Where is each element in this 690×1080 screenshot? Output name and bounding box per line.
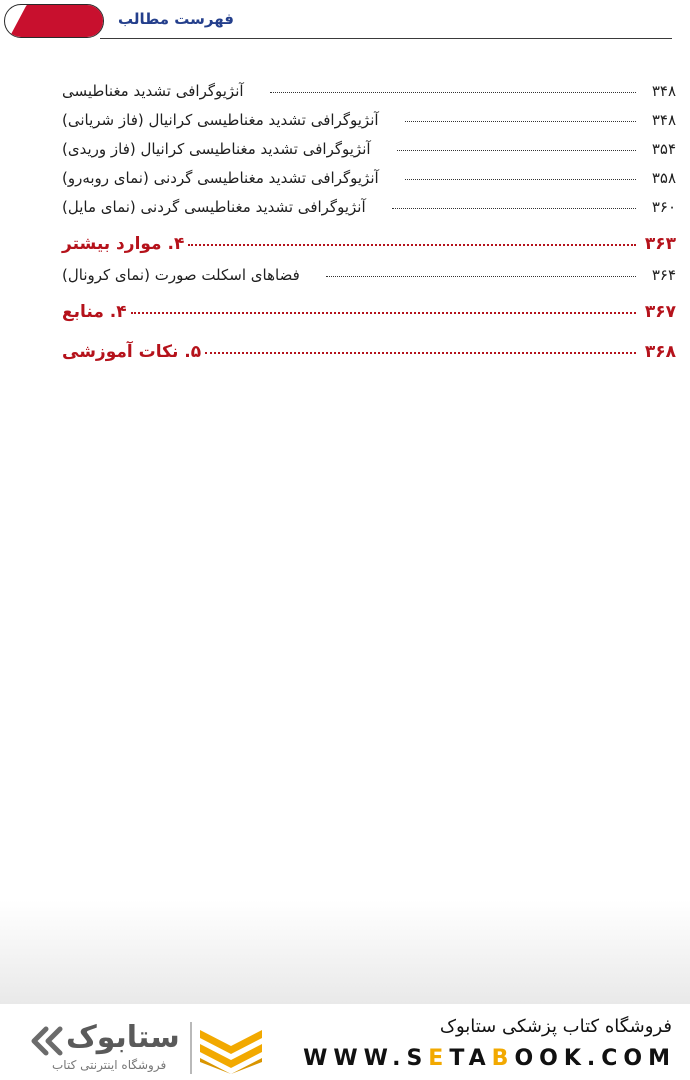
footer-banner <box>0 1004 690 1080</box>
toc-entry-label: آنژیوگرافی تشدید مغناطیسی <box>62 82 244 100</box>
logo-brand-text: ستابوک <box>66 1020 180 1055</box>
book-stack-icon <box>196 1024 266 1074</box>
toc-leader-dots <box>270 92 636 93</box>
toc-entry-label: آنژیوگرافی تشدید مغناطیسی کرانیال (فاز وریدی) <box>62 140 371 158</box>
toc-page-number: ۳۵۸ <box>651 169 676 187</box>
url-part: OOK.COM <box>514 1046 676 1071</box>
url-part: TA <box>449 1046 492 1071</box>
url-accent: B <box>491 1046 515 1071</box>
toc-leader-dots <box>405 179 636 180</box>
logo-divider <box>190 1022 192 1074</box>
toc-entry-label: فضاهای اسکلت صورت (نمای کرونال) <box>62 266 300 284</box>
toc-entry[interactable] <box>62 169 676 187</box>
toc-page-number: ۳۶۰ <box>651 198 676 216</box>
toc-entry[interactable] <box>62 266 676 284</box>
url-part: WWW.S <box>303 1046 429 1071</box>
footer-shadow <box>0 900 690 1004</box>
logo-tagline: فروشگاه اینترنتی کتاب <box>52 1058 167 1072</box>
toc-leader-dots <box>392 208 636 209</box>
toc-leader-dots <box>397 150 636 151</box>
toc-chapter[interactable] <box>62 342 676 362</box>
website-url[interactable] <box>303 1046 676 1071</box>
store-logo[interactable] <box>30 1020 270 1076</box>
toc-chapter-label: ۴. موارد بیشتر <box>62 234 185 254</box>
toc-leader-dots <box>205 352 636 354</box>
toc-page-number: ۳۴۸ <box>651 82 676 100</box>
page-header <box>0 0 690 42</box>
toc-leader-dots <box>188 244 636 246</box>
header-rule <box>100 38 672 39</box>
toc-entry[interactable] <box>62 82 676 100</box>
toc-chapter[interactable] <box>62 302 676 322</box>
toc-leader-dots <box>405 121 636 122</box>
toc-entry-label: آنژیوگرافی تشدید مغناطیسی گردنی (نمای مایل) <box>62 198 366 216</box>
url-accent: E <box>428 1046 450 1071</box>
toc-entry-label: آنژیوگرافی تشدید مغناطیسی کرانیال (فاز شریانی) <box>62 111 379 129</box>
toc-entry[interactable] <box>62 111 676 129</box>
page-title: فهرست مطالب <box>118 10 234 28</box>
toc-leader-dots <box>131 312 636 314</box>
toc-entry-label: آنژیوگرافی تشدید مغناطیسی گردنی (نمای روبه‌رو) <box>62 169 379 187</box>
toc-page-number: ۳۵۴ <box>651 140 676 158</box>
store-name: فروشگاه کتاب پزشکی ستابوک <box>439 1016 672 1037</box>
toc-entry[interactable] <box>62 198 676 216</box>
toc-chapter-label: ۴. منابع <box>62 302 127 322</box>
toc-chapter-label: ۵. نکات آموزشی <box>62 342 202 362</box>
toc-page-number: ۳۶۸ <box>644 342 676 362</box>
header-tab-decoration <box>4 4 104 38</box>
toc-page-number: ۳۶۳ <box>644 234 676 254</box>
toc-page-number: ۳۶۴ <box>651 266 676 284</box>
header-tab-red-fill <box>5 4 104 38</box>
toc-page-number: ۳۶۷ <box>644 302 676 322</box>
double-chevron-left-icon <box>30 1026 64 1056</box>
toc-page-number: ۳۴۸ <box>651 111 676 129</box>
toc-entry[interactable] <box>62 140 676 158</box>
toc-chapter[interactable] <box>62 234 676 254</box>
toc-leader-dots <box>326 276 636 277</box>
